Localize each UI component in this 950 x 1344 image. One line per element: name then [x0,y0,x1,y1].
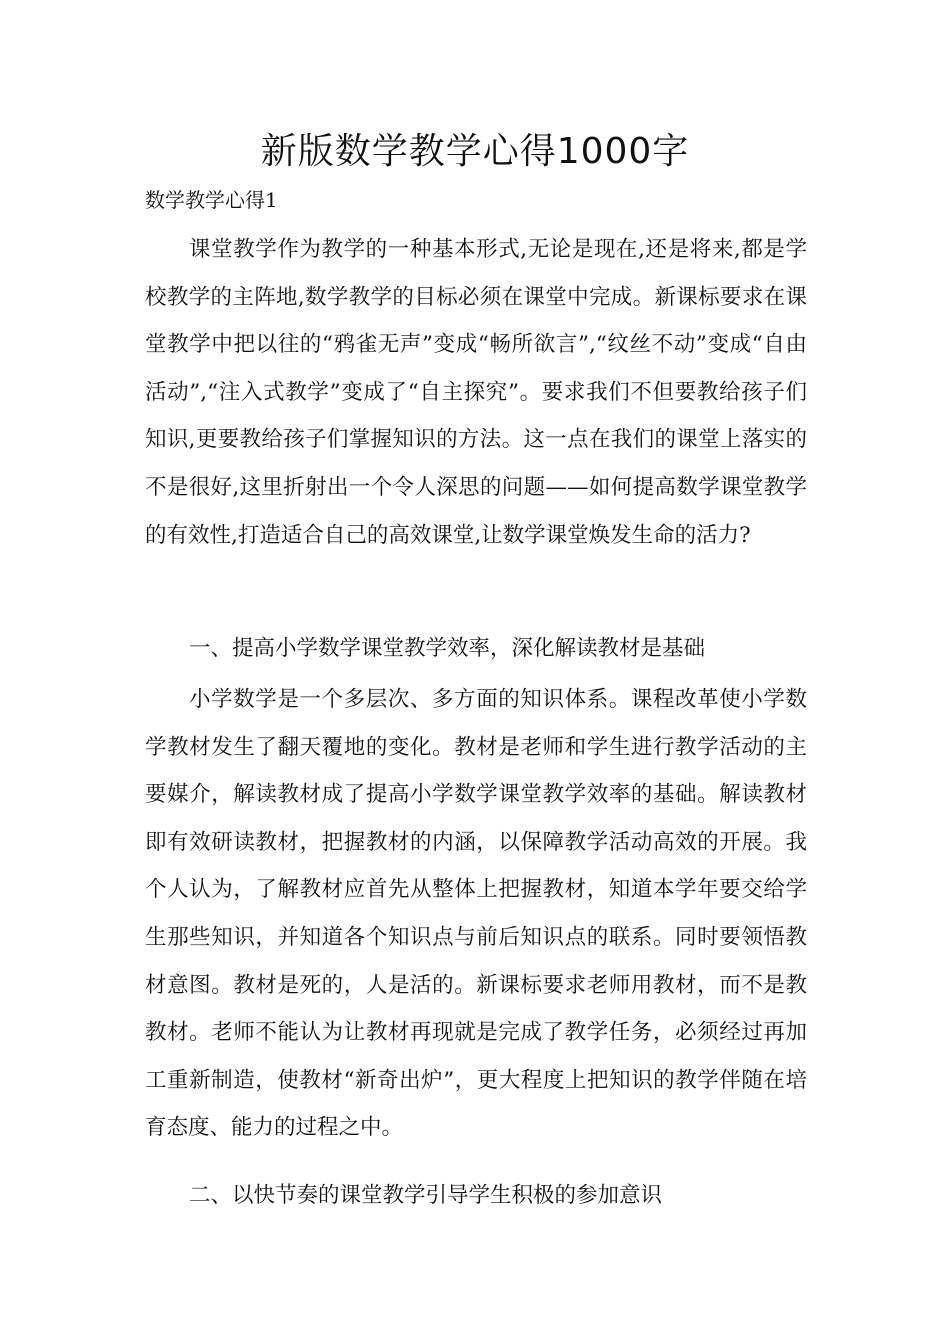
section-heading-2: 二、以快节奏的课堂教学引导学生积极的参加意识 [189,1183,663,1208]
body-paragraph-2: 小学数学是一个多层次、多方面的知识体系。课程改革使小学数学教材发生了翻天覆地的变化。教材是老师和学生进行教学活动的主要媒介，解读教材成了提高小学数学课堂教学效率的基础。解读教材即有效研读教材，把握教材的内涵，以保障教学活动高效的开展。我个人认为，了解教材应首先从整体上把握教材，知道本学年要交给学生那些知识，并知道各个知识点与前后知识点的联系。同时要领悟教材意图。教材是死的，人是活的。新课标要求老师用教材，而不是教教材。老师不能认为让教材再现就是完成了教学任务，必须经过再加工重新制造，使教材“新奇出炉”，更大程度上把知识的教学伴随在培育态度、能力的过程之中。 [145,687,807,1141]
section-heading-1: 一、提高小学数学课堂教学效率，深化解读教材是基础 [189,636,706,661]
document-title: 新版数学教学心得1000字 [260,131,690,172]
document-subtitle: 数学教学心得1 [145,188,278,212]
body-paragraph-1: 课堂教学作为教学的一种基本形式,无论是现在,还是将来,都是学校教学的主阵地,数学教学的目标必须在课堂中完成。新课标要求在课堂教学中把以往的“鸦雀无声”变成“畅所欲言”,“纹丝不动”变成“自由活动”,“注入式教学”变成了“自主探究”。要求我们不但要教给孩子们知识,更要教给孩子们掌握知识的方法。这一点在我们的课堂上落实的不是很好,这里折射出一个令人深思的问题——如何提高数学课堂教学的有效性,打造适合自己的高效课堂,让数学课堂焕发生命的活力? [145,237,807,548]
